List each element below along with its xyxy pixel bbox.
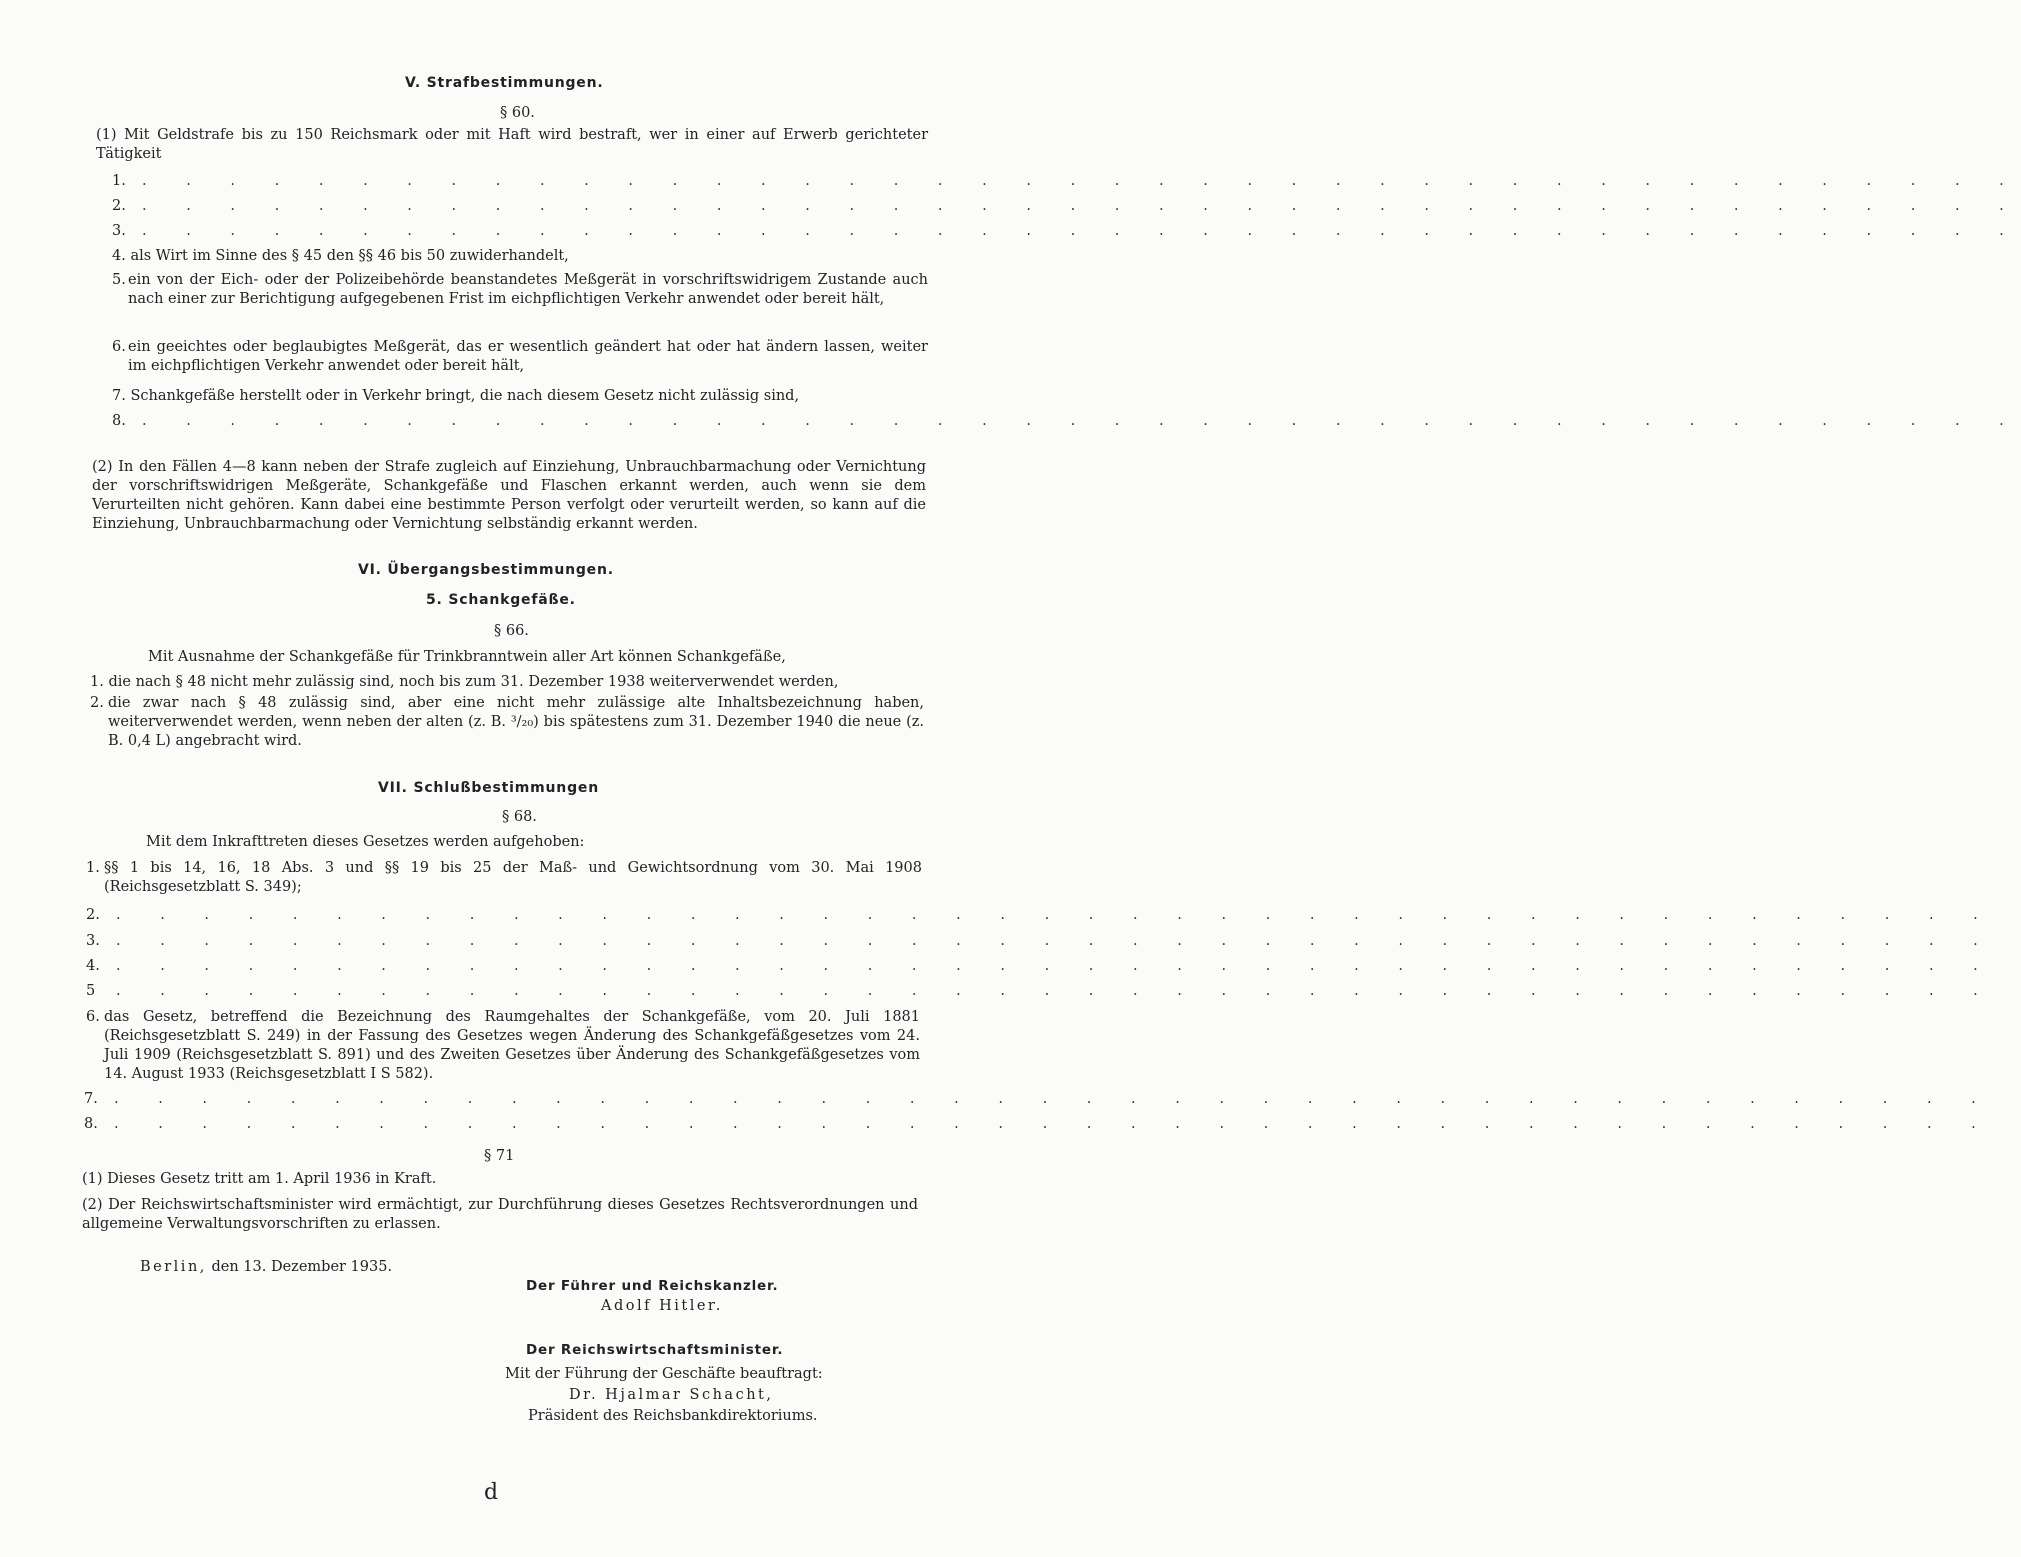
section-71-paragraph-mark: § 71 (484, 1148, 515, 1164)
section-5-intro: (1) Mit Geldstrafe bis zu 150 Reichsmark oder mit Haft wird bestraft, wer in einer auf Erwerb gerichteter Tätigkeit (96, 127, 928, 162)
section-7-item-4 (86, 957, 1996, 976)
item-number: 3. (86, 933, 100, 949)
item-number: 7. (112, 388, 126, 404)
section-7-item-2 (86, 906, 1996, 925)
item-text: Schankgefäße herstellt oder in Verkehr bringt, die nach diesem Gesetz nicht zulässig sind, (130, 388, 800, 404)
section-5-item-4 (112, 247, 928, 266)
section-7-item-1 (86, 859, 922, 897)
item-number: 2. (90, 695, 104, 711)
item-number: 2. (86, 907, 100, 923)
item-number: 5. (112, 272, 126, 288)
section-7-paragraph-mark: § 68. (502, 809, 537, 825)
item-number: 6. (86, 1009, 100, 1025)
item-number: 6. (112, 339, 126, 355)
page-signature-letter: d (484, 1480, 499, 1505)
place-city: Berlin, (140, 1259, 207, 1275)
section-5-paragraph-2: (2) In den Fällen 4—8 kann neben der Strafe zugleich auf Einziehung, Unbrauchbarmachung oder Vernichtung der vorschriftswidrigen Meßgeräte, Schankgefäße und Flaschen erkannt werden, auch wenn sie dem Verurteilten nicht gehören. Kann dabei eine bestimmte Person verfolgt oder verurteilt werden, so kann auf die Einziehung, Unbrauchbarmachung oder Vernichtung selbständig erkannt werden. (92, 459, 926, 532)
item-number: 4. (112, 248, 126, 264)
item-number: 5 (86, 983, 96, 999)
section-5-item-2 (112, 197, 2021, 216)
section-71-paragraph-1: (1) Dieses Gesetz tritt am 1. April 1936 in Kraft. (82, 1171, 437, 1187)
omission-dots: . . . . . . . . . . . . . . . . . . . . . . . . . . . . . . . . . . . . . . . . . . . (116, 907, 1996, 923)
omission-dots: . . . . . . . . . . . . . . . . . . . . . . . . . . . . . . . . . . . . . . . . . . . (116, 933, 1996, 949)
minister-name: Dr. Hjalmar Schacht, (569, 1387, 774, 1403)
section-6-paragraph-mark: § 66. (494, 623, 529, 639)
omission-dots: . . . . . . . . . . . . . . . . . . . . . . . . . . . . . . . . . . . . . . . . . . . (142, 223, 2021, 239)
section-7-item-5 (86, 982, 1996, 1001)
section-7-intro: Mit dem Inkrafttreten dieses Gesetzes werden aufgehoben: (146, 834, 585, 850)
section-5-item-7 (112, 387, 928, 406)
section-6-heading: VI. Übergangsbestimmungen. (358, 562, 614, 578)
section-5-item-8 (112, 412, 2021, 431)
omission-dots: . . . . . . . . . . . . . . . . . . . . . . . . . . . . . . . . . . . . . . . . . . . (142, 173, 2021, 189)
item-number: 1. (86, 860, 100, 876)
item-number: 1. (112, 173, 126, 189)
item-number: 8. (112, 413, 126, 429)
section-5-item-3 (112, 222, 2021, 241)
section-7-item-3 (86, 932, 1996, 951)
section-7-item-8 (84, 1115, 1994, 1134)
section-7-item-7 (84, 1090, 1994, 1109)
section-6-item-2 (90, 694, 924, 751)
minister-role: Präsident des Reichsbankdirektoriums. (528, 1408, 818, 1424)
section-71-paragraph-2: (2) Der Reichswirtschaftsminister wird ermächtigt, zur Durchführung dieses Gesetzes Rechtsverordnungen und allgemeine Verwaltungsvorschriften zu erlassen. (82, 1197, 918, 1232)
fuehrer-title: Der Führer und Reichskanzler. (526, 1278, 779, 1294)
section-7-heading: VII. Schlußbestimmungen (378, 780, 599, 796)
section-6-subheading: 5. Schankgefäße. (426, 592, 576, 608)
date-text: den 13. Dezember 1935. (211, 1259, 393, 1275)
section-5-heading: V. Strafbestimmungen. (405, 75, 604, 91)
item-number: 1. (90, 674, 104, 690)
omission-dots: . . . . . . . . . . . . . . . . . . . . . . . . . . . . . . . . . . . . . . . . . . . (116, 958, 1996, 974)
fuehrer-name: Adolf Hitler. (601, 1298, 723, 1314)
section-6-item-1 (90, 673, 926, 692)
omission-dots: . . . . . . . . . . . . . . . . . . . . . . . . . . . . . . . . . . . . . . . . . . . (114, 1091, 1994, 1107)
section-5-item-6 (112, 338, 928, 376)
section-5-item-1 (112, 172, 2021, 191)
omission-dots: . . . . . . . . . . . . . . . . . . . . . . . . . . . . . . . . . . . . . . . . . . . (142, 413, 2021, 429)
minister-note: Mit der Führung der Geschäfte beauftragt: (505, 1366, 823, 1382)
section-5-paragraph-mark: § 60. (500, 105, 535, 121)
item-text: das Gesetz, betreffend die Bezeichnung des Raumgehaltes der Schankgefäße, vom 20. Juli 1881 (Reichsgesetzblatt S. 249) in der Fassung des Gesetzes wegen Änderung des Schankgefäßgesetzes vom 24. Juli 1909 (Reichsgesetzblatt S. 891) und des Zweiten Gesetzes über Änderung des Schankgefäßgesetzes vom 14. August 1933 (Reichsgesetzblatt I S 582). (104, 1009, 920, 1082)
omission-dots: . . . . . . . . . . . . . . . . . . . . . . . . . . . . . . . . . . . . . . . . . . . (114, 1116, 1994, 1132)
item-number: 8. (84, 1116, 98, 1132)
item-number: 3. (112, 223, 126, 239)
item-number: 7. (84, 1091, 98, 1107)
item-text: §§ 1 bis 14, 16, 18 Abs. 3 und §§ 19 bis 25 der Maß- und Gewichtsordnung vom 30. Mai 1908 (Reichsgesetzblatt S. 349); (104, 860, 922, 895)
omission-dots: . . . . . . . . . . . . . . . . . . . . . . . . . . . . . . . . . . . . . . . . . . . (116, 983, 1996, 999)
omission-dots: . . . . . . . . . . . . . . . . . . . . . . . . . . . . . . . . . . . . . . . . . . . (142, 198, 2021, 214)
item-text: die zwar nach § 48 zulässig sind, aber eine nicht mehr zulässige alte Inhaltsbezeichnung haben, weiterverwendet werden, wenn neben der alten (z. B. ³/₂₀) bis spätestens zum 31. Dezember 1940 die neue (z. B. 0,4 L) angebracht wird. (108, 695, 924, 749)
section-7-item-6 (86, 1008, 920, 1084)
section-5-item-5 (112, 271, 928, 309)
item-text: ein geeichtes oder beglaubigtes Meßgerät, das er wesentlich geändert hat oder hat ändern lassen, weiter im eichpflichtigen Verkehr anwendet oder bereit hält, (128, 339, 928, 374)
place-date (140, 1258, 392, 1277)
item-number: 4. (86, 958, 100, 974)
item-text: die nach § 48 nicht mehr zulässig sind, noch bis zum 31. Dezember 1938 weiterverwendet werden, (108, 674, 839, 690)
item-text: ein von der Eich- oder der Polizeibehörde beanstandetes Meßgerät in vorschriftswidrigem Zustande auch nach einer zur Berichtigung aufgegebenen Frist im eichpflichtigen Verkehr anwendet oder bereit hält, (128, 272, 928, 307)
minister-title: Der Reichswirtschaftsminister. (526, 1342, 784, 1358)
section-6-intro: Mit Ausnahme der Schankgefäße für Trinkbranntwein aller Art können Schankgefäße, (148, 649, 786, 665)
item-text: als Wirt im Sinne des § 45 den §§ 46 bis 50 zuwiderhandelt, (130, 248, 569, 264)
item-number: 2. (112, 198, 126, 214)
